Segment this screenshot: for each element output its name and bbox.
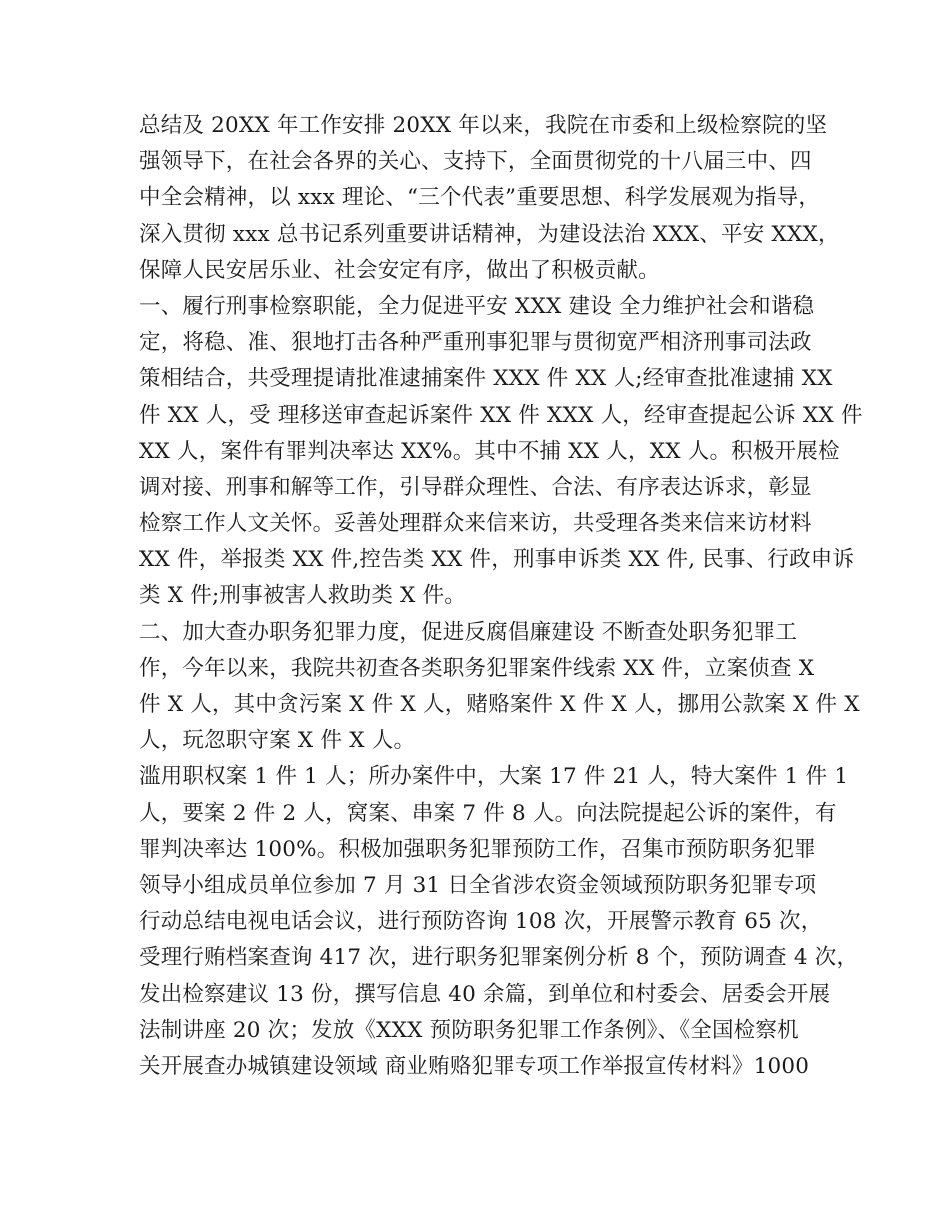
text-line: 检察工作人文关怀。妥善处理群众来信来访，共受理各类来信来访材料 — [139, 511, 812, 537]
text-line: 件 X 人，其中贪污案 X 件 X 人，赌赂案件 X 件 X 人，挪用公款案 X 件 X — [139, 692, 860, 717]
text-line: 中全会精神，以 xxx 理论、“三个代表”重要思想、科学发展观为指导， — [139, 185, 821, 211]
text-line: 法制讲座 20 次；发放《XXX 预防职务犯罪工作条例》、《全国检察机 — [139, 1017, 799, 1043]
text-line: 作，今年以来，我院共初查各类职务犯罪案件线索 XX 件，立案侦查 X — [139, 655, 815, 681]
text-line: 调对接、刑事和解等工作，引导群众理性、合法、有序表达诉求，彰显 — [139, 474, 812, 500]
text-line: 行动总结电视电话会议，进行预防咨询 108 次，开展警示教育 65 次， — [139, 909, 823, 935]
paragraph-intro — [139, 108, 839, 289]
paragraph-section-2 — [139, 615, 860, 760]
text-line: 人，要案 2 件 2 人，窝案、串案 7 件 8 人。向法院提起公诉的案件，有 — [139, 800, 837, 826]
text-line: 罪判决率达 100%。积极加强职务犯罪预防工作，召集市预防职务犯罪 — [139, 836, 816, 862]
text-line: 领导小组成员单位参加 7 月 31 日全省涉农资金领域预防职务犯罪专项 — [139, 872, 817, 898]
text-line: 件 XX 人，受 理移送审查起诉案件 XX 件 XXX 人，经审查提起公诉 XX 件 — [139, 402, 863, 428]
text-line: XX 件，举报类 XX 件,控告类 XX 件，刑事申诉类 XX 件, 民事、行政申诉 — [139, 547, 855, 573]
section-heading-line: 一、履行刑事检察职能，全力促进平安 XXX 建设 全力维护社会和谐稳 — [139, 293, 815, 319]
text-line: 总结及 20XX 年工作安排 20XX 年以来，我院在市委和上级检察院的坚 — [139, 113, 828, 138]
section-heading-line: 二、加大查办职务犯罪力度，促进反腐倡廉建设 不断查处职务犯罪工 — [139, 619, 798, 645]
text-line: 定，将稳、准、狠地打击各种严重刑事犯罪与贯彻宽严相济刑事司法政 — [139, 330, 812, 356]
paragraph-section-2-continued — [139, 759, 859, 1085]
text-line: 发出检察建议 13 份，撰写信息 40 余篇，到单位和村委会、居委会开展 — [139, 981, 831, 1007]
text-line: 关开展查办城镇建设领域 商业贿赂犯罪专项工作举报宣传材料》1000 — [139, 1053, 810, 1079]
text-line: 滥用职权案 1 件 1 人；所办案件中，大案 17 件 21 人，特大案件 1 件 1 — [139, 764, 849, 790]
text-line: 深入贯彻 xxx 总书记系列重要讲话精神，为建设法治 XXX、平安 XXX， — [139, 221, 840, 247]
text-line: XX 人，案件有罪判决率达 XX%。其中不捕 XX 人，XX 人。积极开展检 — [139, 438, 840, 464]
text-line: 人，玩忽职守案 X 件 X 人。 — [139, 728, 416, 754]
text-line: 类 X 件;刑事被害人救助类 X 件。 — [139, 583, 466, 609]
text-line: 策相结合，共受理提请批准逮捕案件 XXX 件 XX 人;经审查批准逮捕 XX — [139, 366, 833, 392]
paragraph-section-1 — [139, 289, 863, 615]
document-body — [139, 108, 863, 1085]
text-line: 保障人民安居乐业、社会安定有序，做出了积极贡献。 — [139, 257, 660, 283]
text-line: 受理行贿档案查询 417 次，进行职务犯罪案例分析 8 个，预防调查 4 次， — [139, 945, 859, 971]
text-line: 强领导下，在社会各界的关心、支持下，全面贯彻党的十八届三中、四 — [139, 149, 812, 175]
